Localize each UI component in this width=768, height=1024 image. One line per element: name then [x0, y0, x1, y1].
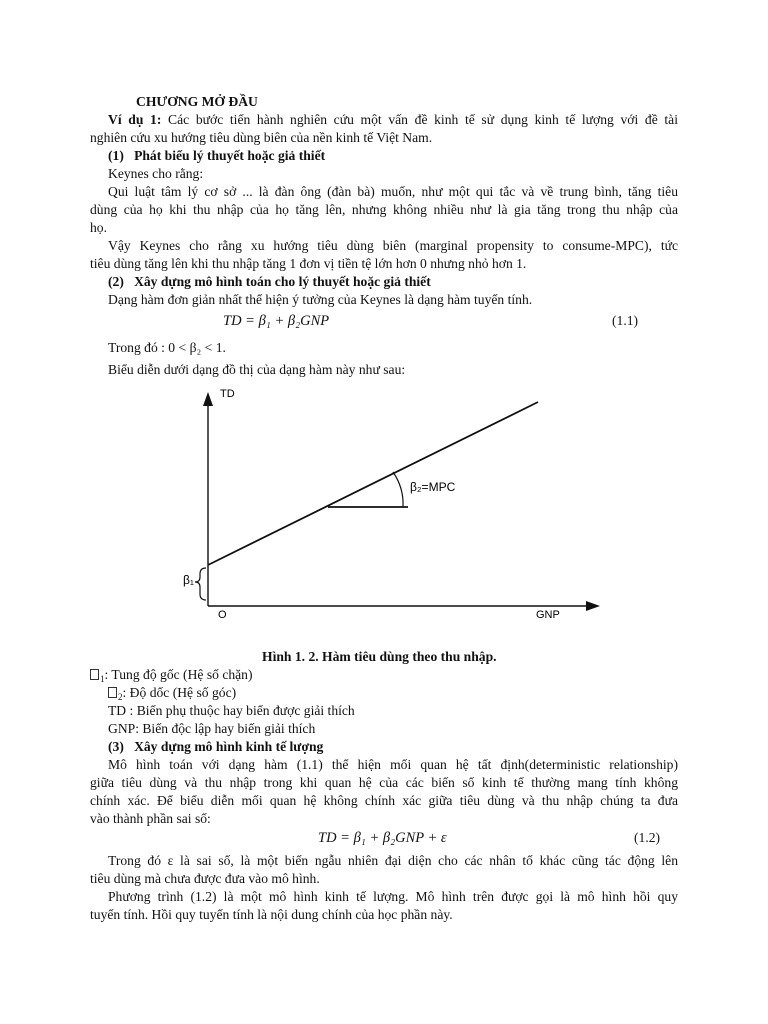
x-axis-label: GNP [536, 609, 560, 621]
model-line-2: giữa tiêu dùng và thu nhập trong khi quan hệ của các biến số kinh tế thường mang tính không [90, 775, 678, 790]
step-1-heading [108, 147, 325, 165]
slope-angle-arc [393, 472, 403, 507]
missing-glyph-icon [108, 687, 117, 698]
mpc-line-2: tiêu dùng tăng lên khi thu nhập tăng 1 đơn vị tiền tệ lớn hơn 0 nhưng nhỏ hơn 1. [90, 256, 527, 271]
missing-glyph-icon [90, 669, 99, 680]
where-condition: Trong đó : 0 < β₂ < 1. [108, 340, 226, 355]
chapter-title: CHƯƠNG MỞ ĐẦU [136, 94, 258, 109]
example-line-2: nghiên cứu xu hướng tiêu dùng biên của nền kinh tế Việt Nam. [90, 130, 433, 145]
example-line-1 [108, 111, 678, 129]
step-3-heading [108, 738, 323, 756]
figure-caption: Hình 1. 2. Hàm tiêu dùng theo thu nhập. [262, 649, 497, 664]
example-text-1: Các bước tiến hành nghiên cứu một vấn đề kinh tế sử dụng kinh tế lượng với đề tài [168, 112, 678, 127]
y-axis-label: TD [220, 388, 235, 400]
law-line-1: Qui luật tâm lý cơ sở ... là đàn ông (đàn bà) muốn, như một qui tắc và về trung bình, tăng tiêu [108, 184, 678, 199]
definition-gnp: GNP: Biến độc lập hay biến giải thích [108, 721, 316, 736]
equation-1-2-number: (1.2) [634, 830, 661, 845]
step-2-title: Xây dựng mô hình toán cho lý thuyết hoặc giả thiết [134, 274, 431, 289]
step-2-number: (2) [108, 274, 124, 289]
error-line-1: Trong đó ε là sai số, là một biến ngẫu nhiên đại diện cho các nhân tố khác cũng tác động lên [108, 853, 678, 868]
beta-1-subscript: 1 [100, 674, 105, 684]
error-line-2: tiêu dùng mà chưa được đưa vào mô hình. [90, 871, 320, 886]
law-line-3: họ. [90, 220, 107, 235]
model-line-1: Mô hình toán với dạng hàm (1.1) thể hiện mối quan hệ tất định(deterministic relationship) [108, 757, 678, 772]
step-1-number: (1) [108, 148, 124, 163]
step-1-title: Phát biểu lý thuyết hoặc giả thiết [134, 148, 326, 163]
linear-sentence: Dạng hàm đơn giản nhất thể hiện ý tưởng của Keynes là dạng hàm tuyến tính. [108, 292, 533, 307]
intercept-brace [195, 568, 206, 600]
beta-2-subscript: 2 [118, 692, 123, 702]
graph-intro: Biểu diễn dưới dạng đồ thị của dạng hàm này như sau: [108, 362, 406, 377]
equation-1-1: TD = β₁ + β₂GNP [223, 313, 330, 329]
regression-line-2: tuyến tính. Hồi quy tuyến tính là nội dung chính của học phần này. [90, 907, 453, 922]
x-axis-arrow [586, 601, 600, 611]
example-label: Ví dụ 1: [108, 112, 162, 127]
step-3-title: Xây dựng mô hình kinh tế lượng [134, 739, 324, 754]
step-3-number: (3) [108, 739, 124, 754]
regression-line-1: Phương trình (1.2) là một mô hình kinh tế lượng. Mô hình trên được gọi là mô hình hồi quy [108, 889, 678, 904]
consumption-function-diagram [170, 378, 610, 628]
beta-2-definition: : Độ dốc (Hệ số góc) [122, 685, 237, 700]
definition-td: TD : Biến phụ thuộc hay biến được giải thích [108, 703, 355, 718]
model-line-4: vào thành phần sai số: [90, 811, 211, 826]
origin-label: O [218, 609, 227, 621]
intercept-label: β₁ [183, 573, 194, 587]
y-axis-arrow [203, 392, 213, 406]
mpc-line-1: Vậy Keynes cho rằng xu hướng tiêu dùng biên (marginal propensity to consume-MPC), tức [108, 238, 678, 253]
slope-label: β₂=MPC [410, 480, 456, 494]
consumption-line [208, 402, 538, 565]
law-line-2: dùng của họ khi thu nhập của họ tăng lên, nhưng không nhiều như là gia tăng trong thu nhập của [90, 202, 678, 217]
beta-1-definition: : Tung độ gốc (Hệ số chặn) [104, 667, 253, 682]
equation-1-1-number: (1.1) [612, 313, 639, 328]
equation-1-2: TD = β₁ + β₂GNP + ε [318, 830, 447, 846]
step-2-heading [108, 273, 431, 291]
keynes-intro: Keynes cho rằng: [108, 166, 204, 181]
model-line-3: chính xác. Để biểu diễn mối quan hệ không chính xác giữa tiêu dùng và thu nhập chúng ta đưa [90, 793, 678, 808]
